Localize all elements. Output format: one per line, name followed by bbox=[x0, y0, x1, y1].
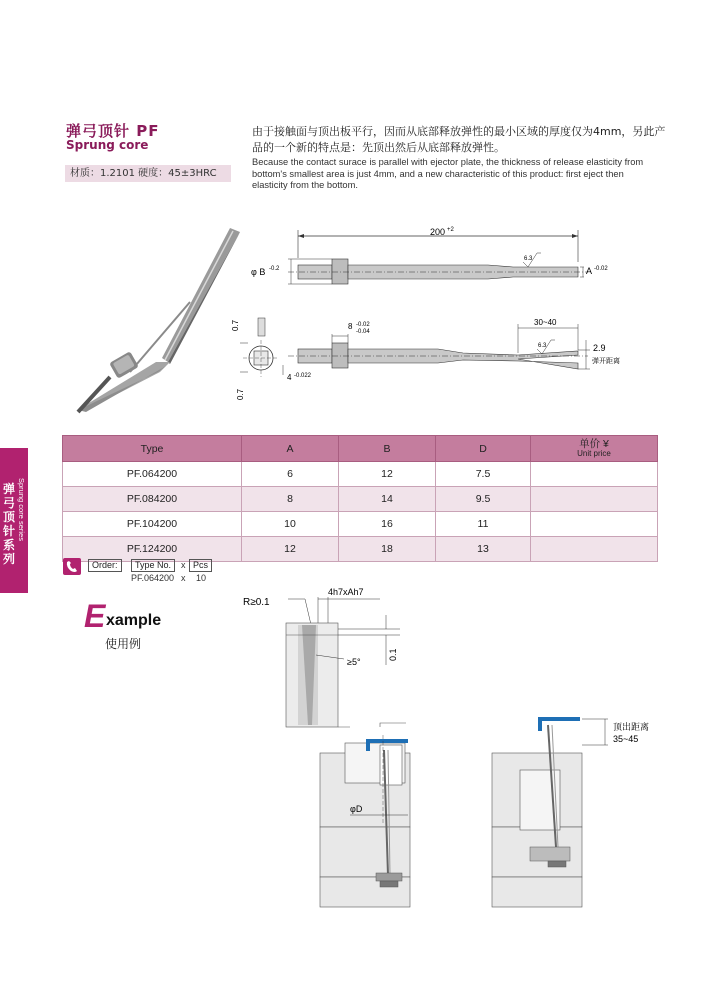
phone-order-icon bbox=[63, 558, 81, 575]
phi-b-tol: -0.2 bbox=[269, 266, 280, 272]
cell-price bbox=[531, 537, 658, 562]
table-row bbox=[63, 537, 658, 562]
cell-type: PF.104200 bbox=[63, 512, 242, 537]
cell-b: 18 bbox=[339, 537, 436, 562]
dim-4: 4 bbox=[287, 373, 292, 382]
cell-d: 11 bbox=[436, 512, 531, 537]
side-tab-cn: 弹弓顶针系列 bbox=[3, 482, 16, 566]
order-times-1: x bbox=[181, 560, 186, 570]
order-example-type: PF.064200 bbox=[131, 573, 175, 583]
head-dim-8-tol-bottom: -0.04 bbox=[356, 329, 370, 335]
example-heading: xample bbox=[106, 612, 162, 629]
example-heading-cn: 使用例 bbox=[105, 637, 142, 651]
cell-a: 10 bbox=[242, 512, 339, 537]
dim-length: 200 bbox=[430, 227, 446, 237]
cell-type: PF.064200 bbox=[63, 462, 242, 487]
unit-price-en: Unit price bbox=[577, 448, 611, 458]
cell-price bbox=[531, 462, 658, 487]
col-header-unit-price bbox=[531, 436, 658, 462]
table-row bbox=[63, 512, 658, 537]
example-big-letter: E bbox=[84, 598, 106, 634]
cell-b: 14 bbox=[339, 487, 436, 512]
cell-type: PF.124200 bbox=[63, 537, 242, 562]
dim-0-7-bottom: 0.7 bbox=[236, 388, 245, 400]
cell-b: 16 bbox=[339, 512, 436, 537]
angle-label: ≥5° bbox=[347, 657, 361, 667]
side-section-tab bbox=[0, 448, 28, 593]
example-mold-assembly-1 bbox=[320, 723, 410, 907]
eject-distance-cn: 顶出距离 bbox=[613, 722, 650, 732]
dim-4-tol: -0.022 bbox=[294, 373, 312, 379]
dim-0-1: 0.1 bbox=[388, 648, 398, 661]
cell-d: 9.5 bbox=[436, 487, 531, 512]
side-tab-en: Sprung core series bbox=[17, 478, 26, 541]
example-drawing bbox=[230, 585, 650, 915]
material-spec: 材质：1.2101 硬度：45±3HRC bbox=[65, 165, 231, 182]
col-header-type: Type bbox=[63, 436, 242, 462]
order-times-2: x bbox=[181, 573, 186, 583]
description-en: Because the contact surace is parallel with ejector plate, the thickness of release elasticity from bottom's smallest area is just 4mm, and a new characteristic of this product: first eject then elasticity from the bottom. bbox=[252, 157, 644, 190]
cell-price bbox=[531, 487, 658, 512]
sprung-core-image bbox=[78, 228, 240, 412]
cell-d: 7.5 bbox=[436, 462, 531, 487]
eject-distance-dim: 35~45 bbox=[613, 734, 639, 744]
dim-length-tol: +2 bbox=[447, 227, 454, 233]
cell-a: 6 bbox=[242, 462, 339, 487]
order-type-no: Type No. bbox=[131, 559, 175, 572]
dim-0-7-top: 0.7 bbox=[231, 319, 240, 331]
head-dim-8: 8 bbox=[348, 322, 353, 331]
drawing-side-view bbox=[231, 318, 620, 400]
col-header-b: B bbox=[339, 436, 436, 462]
drawing-top-view bbox=[251, 227, 608, 284]
dim-30-40: 30~40 bbox=[534, 318, 557, 327]
cell-d: 13 bbox=[436, 537, 531, 562]
r-label: R≥0.1 bbox=[243, 597, 270, 608]
cell-type: PF.084200 bbox=[63, 487, 242, 512]
a-label: A bbox=[586, 266, 593, 276]
head-dim-8-tol-top: -0.02 bbox=[356, 322, 370, 328]
phi-b-label: φ B bbox=[251, 267, 266, 277]
cell-a: 8 bbox=[242, 487, 339, 512]
phi-d-label: φD bbox=[350, 804, 363, 814]
example-detail-view bbox=[243, 587, 400, 727]
spec-table bbox=[62, 435, 658, 562]
cell-price bbox=[531, 512, 658, 537]
product-illustration bbox=[70, 222, 250, 422]
col-header-d: D bbox=[436, 436, 531, 462]
order-label: Order: bbox=[88, 559, 122, 572]
example-mold-assembly-2 bbox=[492, 719, 649, 907]
unit-price-cn: 单价 ¥ bbox=[579, 437, 609, 450]
spring-distance-label: 弹开距离 bbox=[592, 358, 620, 365]
roughness-2: 6.3 bbox=[538, 343, 547, 349]
page-title-cn: 弹弓顶针 PF bbox=[66, 122, 160, 140]
fit-label: 4h7xAh7 bbox=[328, 587, 364, 597]
col-header-a: A bbox=[242, 436, 339, 462]
dim-2-9: 2.9 bbox=[593, 343, 606, 353]
technical-drawing bbox=[228, 222, 648, 407]
cell-a: 12 bbox=[242, 537, 339, 562]
description-cn: 由于接触面与顶出板平行，因而从底部释放弹性的最小区域的厚度仅为4mm，另此产品的一个新的特点是：先顶出然后从底部释放弹性。 bbox=[252, 125, 666, 154]
table-row bbox=[63, 487, 658, 512]
table-row bbox=[63, 462, 658, 487]
table-header-row bbox=[63, 436, 658, 462]
order-pcs: Pcs bbox=[189, 559, 212, 572]
cell-b: 12 bbox=[339, 462, 436, 487]
page-title-en: Sprung core bbox=[66, 138, 149, 152]
order-example-qty: 10 bbox=[196, 573, 207, 583]
a-tol: -0.02 bbox=[594, 266, 608, 272]
roughness-1: 6.3 bbox=[524, 256, 533, 262]
